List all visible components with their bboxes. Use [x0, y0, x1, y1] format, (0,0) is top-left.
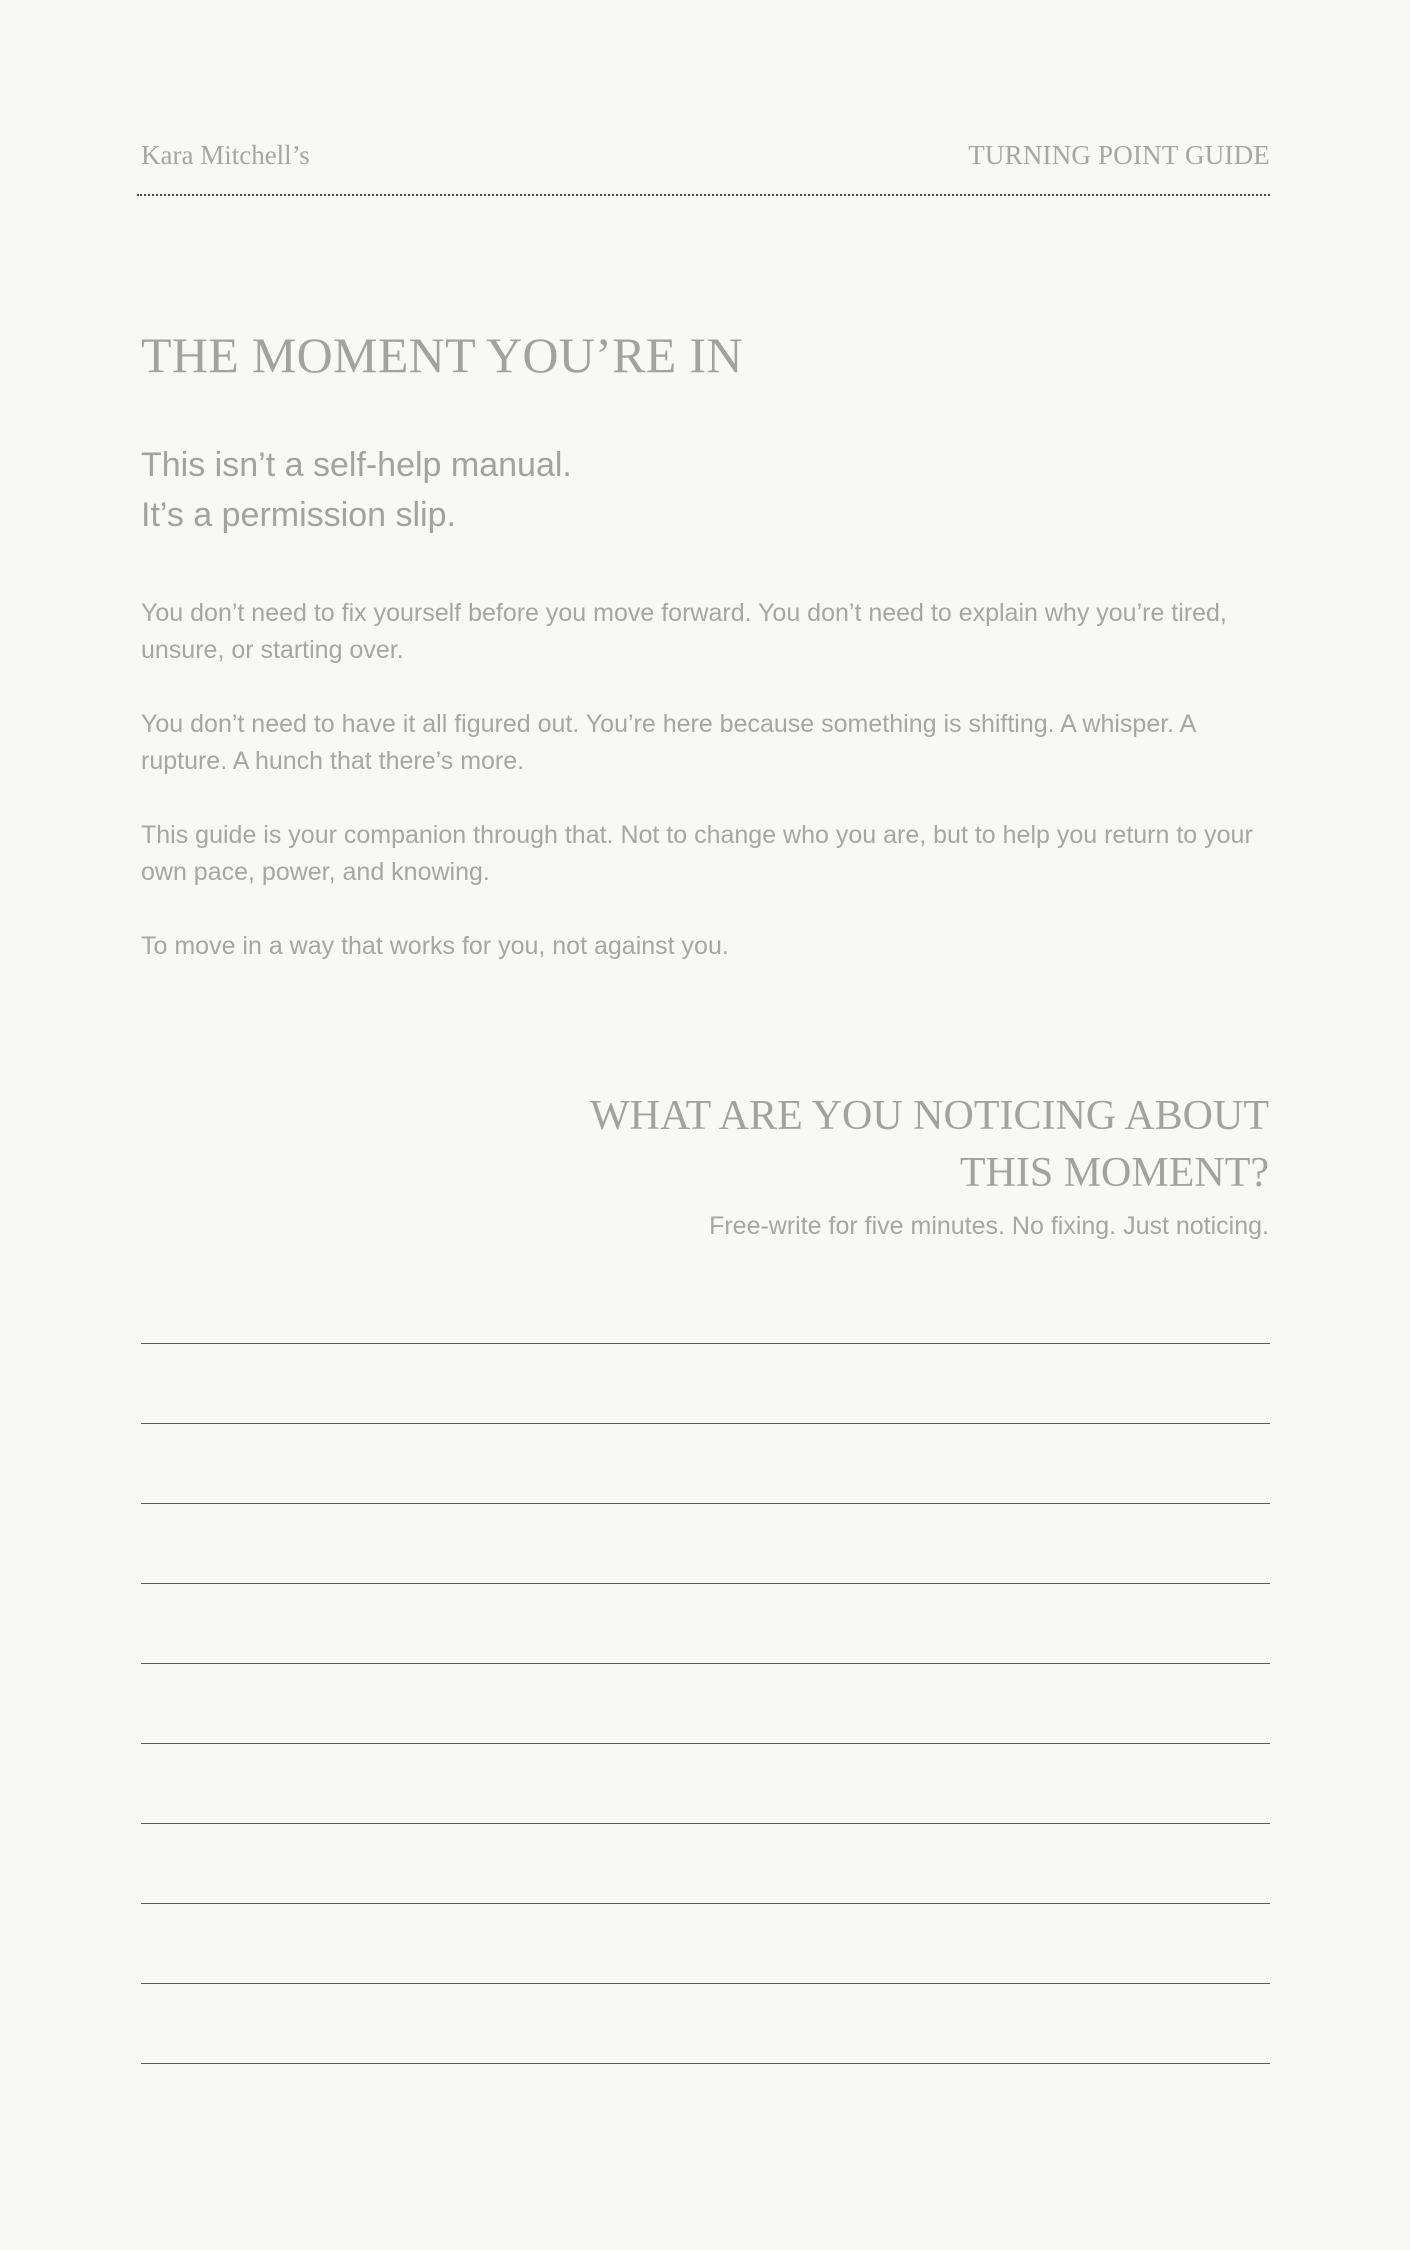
writing-line — [141, 1343, 1270, 1344]
writing-line — [141, 2063, 1270, 2064]
writing-line — [141, 1823, 1270, 1824]
section-title: THE MOMENT YOU’RE IN — [141, 327, 743, 383]
writing-line — [141, 1983, 1270, 1984]
paragraph: To move in a way that works for you, not against you. — [141, 932, 729, 960]
writing-line — [141, 1743, 1270, 1744]
writing-line — [141, 1503, 1270, 1504]
journal-prompt — [469, 1088, 1269, 1241]
paragraph: You don’t need to have it all figured out. You’re here because something is shifting. A whisper. A rupture. A hunch that there’s more. — [141, 710, 1195, 775]
body-text — [141, 595, 1271, 1002]
guide-title: TURNING POINT GUIDE — [968, 140, 1270, 170]
writing-line — [141, 1903, 1270, 1904]
paragraph: You don’t need to fix yourself before you move forward. You don’t need to explain why you’re tired, unsure, or starting over. — [141, 599, 1227, 664]
prompt-title-line: WHAT ARE YOU NOTICING ABOUT — [590, 1093, 1269, 1139]
author-name: Kara Mitchell’s — [141, 140, 310, 170]
prompt-title — [469, 1088, 1269, 1202]
page-header — [137, 136, 1270, 196]
prompt-instruction: Free-write for five minutes. No fixing. Just noticing. — [709, 1212, 1269, 1240]
intro-line: This isn’t a self-help manual. — [141, 446, 572, 484]
prompt-title-line: THIS MOMENT? — [959, 1150, 1269, 1196]
intro-line: It’s a permission slip. — [141, 496, 456, 534]
writing-line — [141, 1583, 1270, 1584]
writing-line — [141, 1663, 1270, 1664]
writing-line — [141, 1423, 1270, 1424]
intro-statement — [141, 440, 572, 540]
writing-lines — [141, 1343, 1270, 2143]
paragraph: This guide is your companion through that. Not to change who you are, but to help you return to your own pace, power, and knowing. — [141, 821, 1253, 886]
